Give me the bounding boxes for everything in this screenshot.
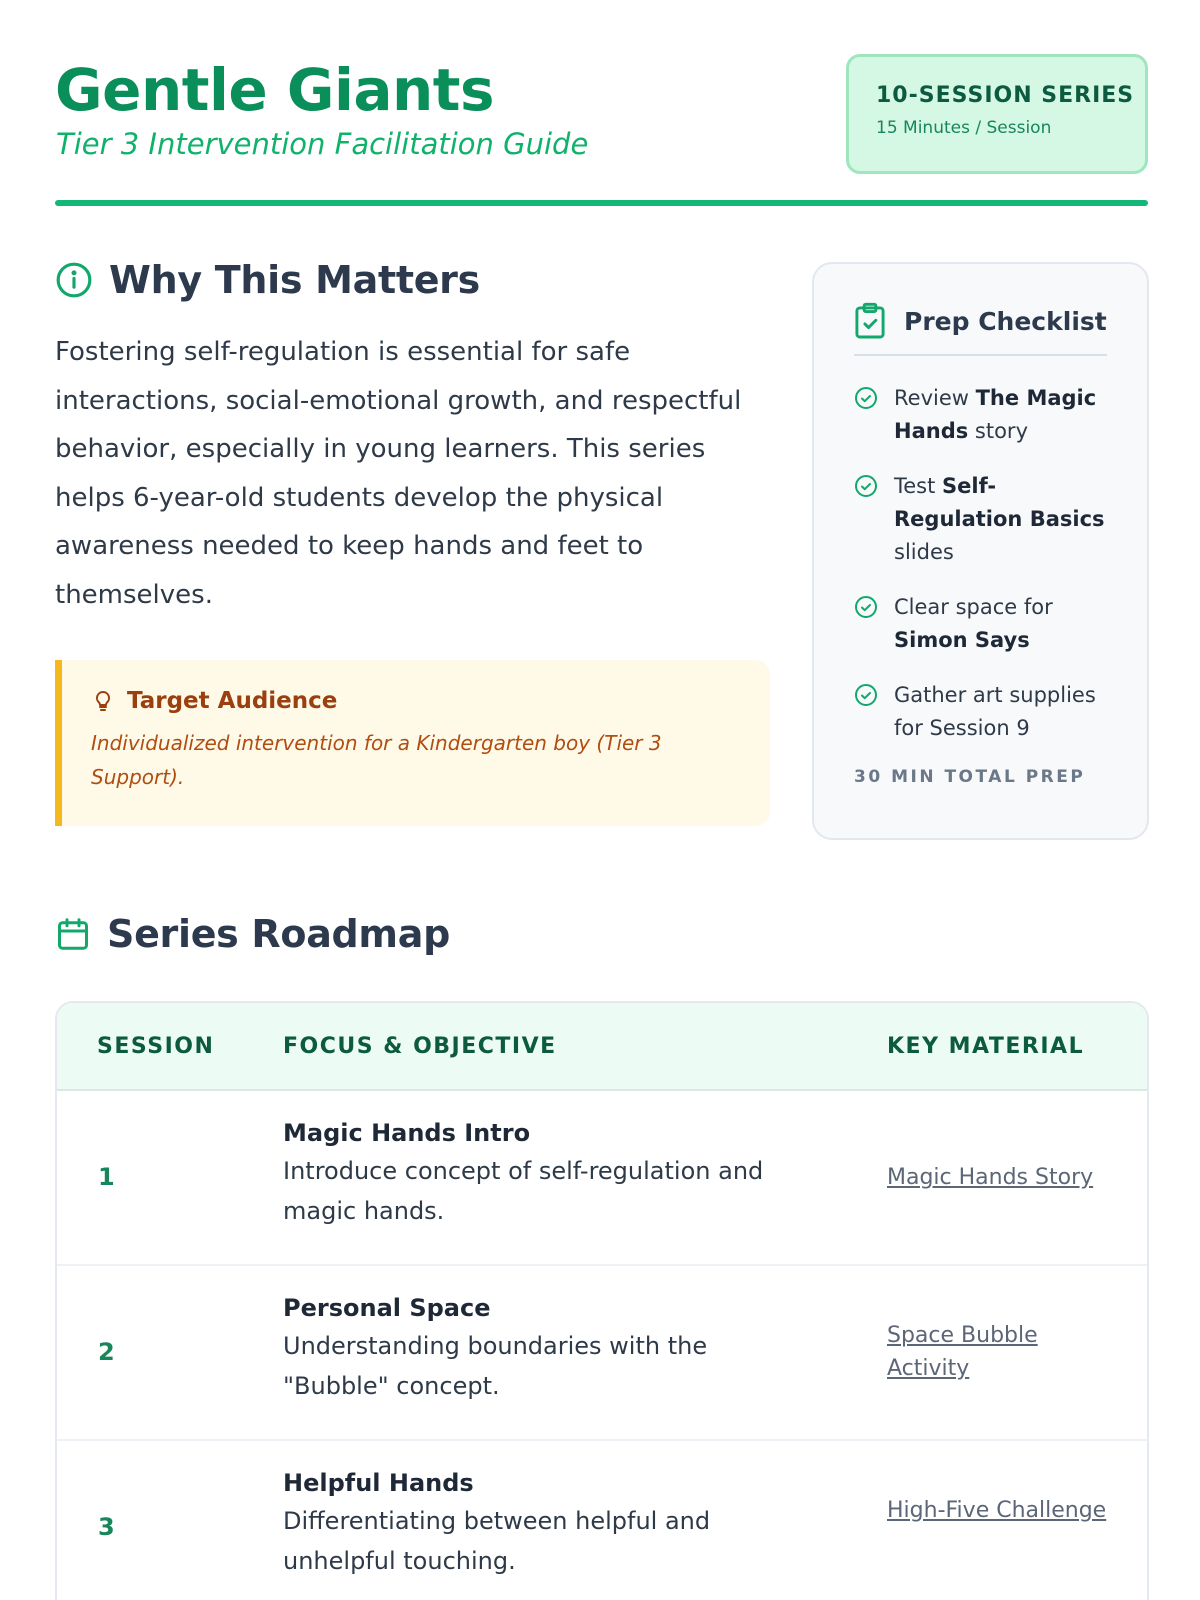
table-row [57,1091,1147,1266]
table-row [57,1441,1147,1600]
page-header [55,54,1148,206]
roadmap-table [55,1001,1149,1600]
prep-heading: Prep Checklist [904,306,1107,336]
series-badge-title: 10-SESSION SERIES [876,83,1135,108]
why-heading: Why This Matters [109,258,480,302]
checklist-item-text: Clear space for Simon Says [894,595,1053,652]
session-number: 3 [98,1513,115,1541]
key-material-link[interactable]: High-Five Challenge [887,1498,1107,1523]
session-title: Magic Hands Intro [283,1119,531,1147]
check-circle-icon [854,683,878,707]
series-badge-subtitle: 15 Minutes / Session [876,118,1052,138]
checklist-item-text: Review The Magic Hands story [894,386,1097,443]
prep-heading-row [854,302,1107,356]
column-header-focus: FOCUS & OBJECTIVE [283,1034,557,1059]
why-section [55,258,770,619]
clipboard-check-icon [854,302,886,340]
session-title: Personal Space [283,1294,491,1322]
header-divider [55,200,1148,206]
session-number: 1 [98,1163,115,1191]
list-item [854,591,1107,657]
column-header-material: KEY MATERIAL [887,1034,1085,1059]
callout-heading-row [91,688,740,714]
prep-total-time: 30 MIN TOTAL PREP [854,767,1086,787]
checklist-item-text: Test Self-Regulation Basics slides [894,474,1105,564]
list-item [854,470,1107,569]
prep-checklist [854,382,1107,745]
callout-label: Target Audience [127,688,338,714]
page-title: Gentle Giants [55,56,495,124]
session-focus [283,1294,803,1406]
session-description: Understanding boundaries with the "Bubble" concept. [283,1332,708,1400]
session-number: 2 [98,1338,115,1366]
table-row [57,1266,1147,1441]
key-material-link[interactable]: Magic Hands Story [887,1165,1094,1190]
checklist-item-text: Gather art supplies for Session 9 [894,683,1096,740]
check-circle-icon [854,474,878,498]
prep-checklist-card [812,262,1149,840]
why-body-text: Fostering self-regulation is essential for safe interactions, social-emotional growth, and respectful behavior, especially in young learners. This series helps 6-year-old students develop the physical awareness needed to keep hands and feet to themselves. [55,337,742,610]
session-description: Introduce concept of self-regulation and magic hands. [283,1157,764,1225]
roadmap-heading-row [55,912,450,956]
session-title: Helpful Hands [283,1469,474,1497]
table-header [57,1003,1147,1091]
callout-text: Individualized intervention for a Kindergarten boy (Tier 3 Support). [91,731,662,789]
session-focus [283,1469,803,1581]
target-audience-callout [55,660,770,826]
session-focus [283,1119,803,1231]
why-heading-row [55,258,770,302]
series-badge [846,54,1148,174]
column-header-session: SESSION [97,1034,215,1059]
roadmap-heading: Series Roadmap [107,912,450,956]
key-material-link[interactable]: Space Bubble Activity [887,1323,1038,1381]
check-circle-icon [854,595,878,619]
list-item [854,679,1107,745]
info-circle-icon [55,261,93,299]
list-item [854,382,1107,448]
calendar-icon [55,915,91,953]
session-description: Differentiating between helpful and unhelpful touching. [283,1507,711,1575]
lightbulb-icon [91,689,115,713]
page-subtitle: Tier 3 Intervention Facilitation Guide [56,127,589,161]
check-circle-icon [854,386,878,410]
